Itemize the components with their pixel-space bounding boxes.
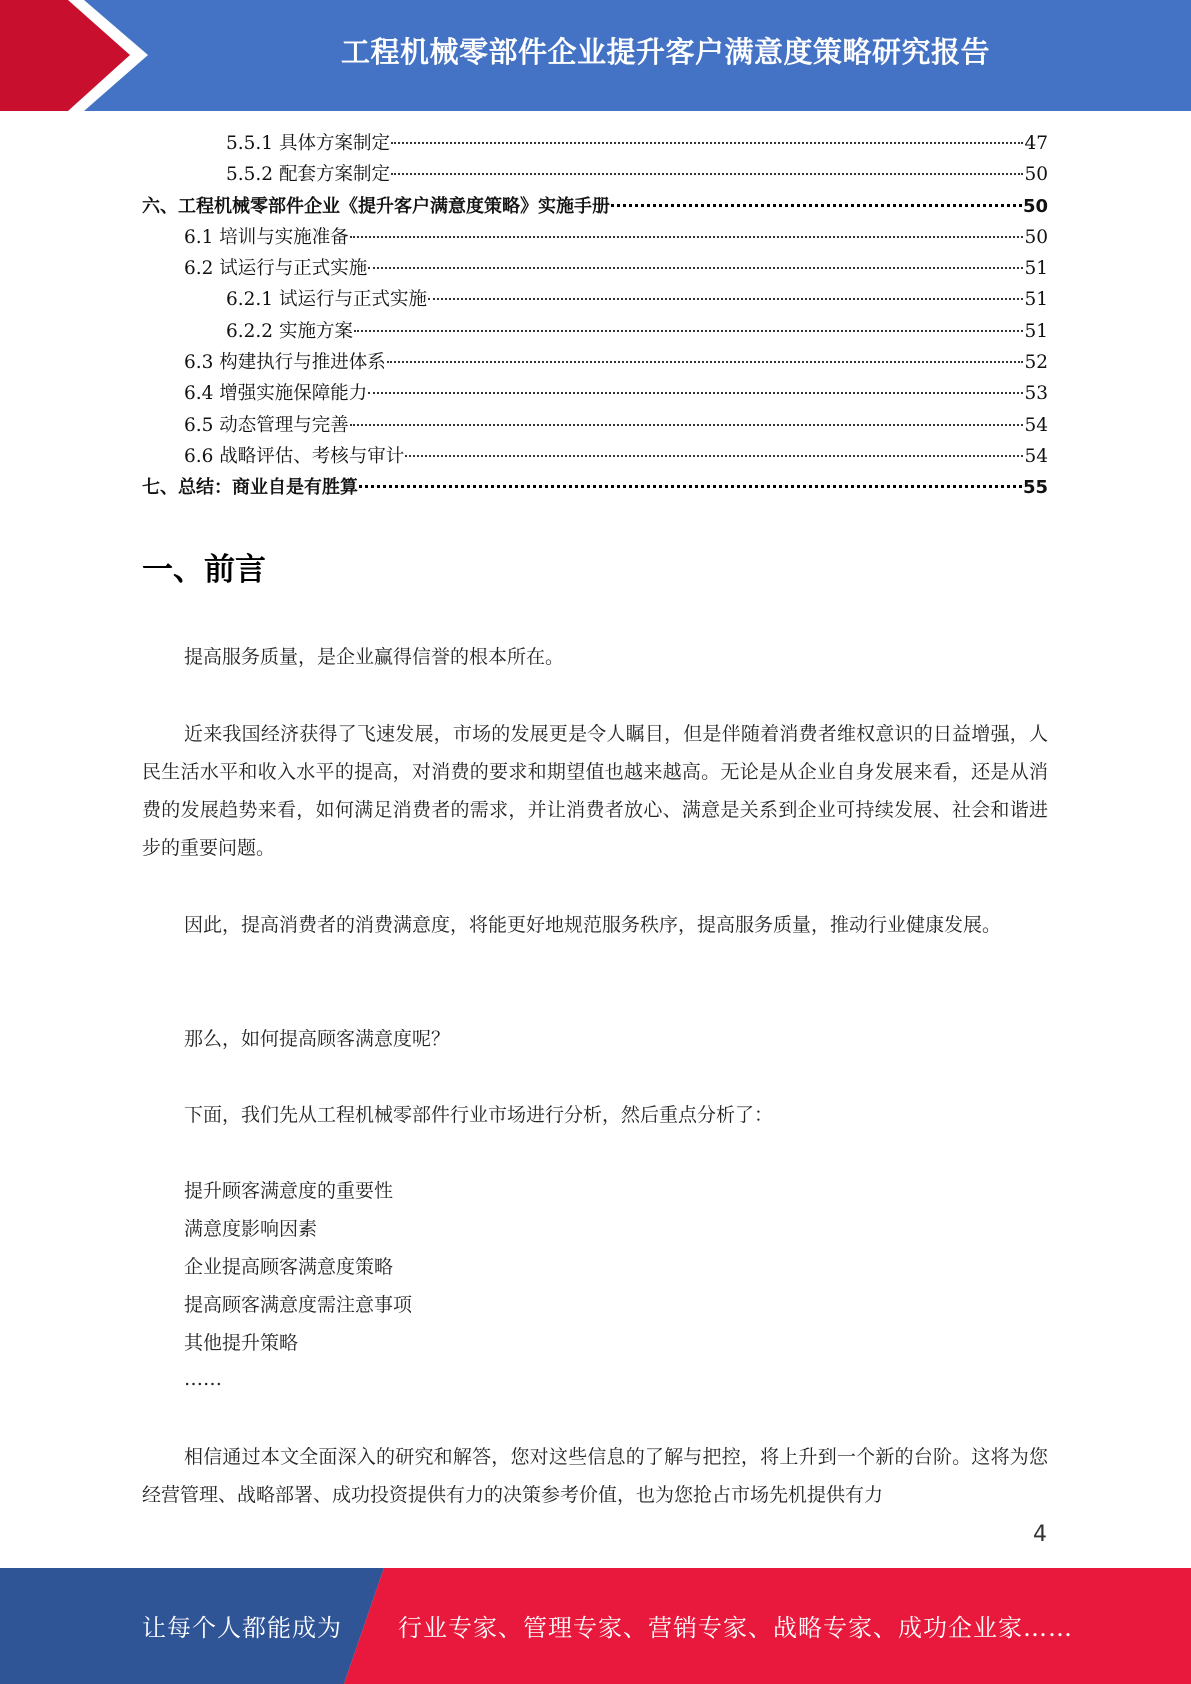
toc-entry-text: 6.2.1 试运行与正式实施 (226, 289, 427, 311)
toc-leader-dots (611, 204, 1022, 207)
toc-entry[interactable] (142, 128, 1048, 159)
toc-entry-page: 47 (1024, 133, 1048, 154)
footer-slogan-right: 行业专家、管理专家、营销专家、战略专家、成功企业家…… (398, 1614, 1073, 1642)
toc-leader-dots (391, 173, 1023, 175)
paragraph: 那么，如何提高顾客满意度呢？ (184, 1028, 451, 1050)
toc-entry-chapter[interactable] (142, 472, 1048, 503)
paragraph: 近来我国经济获得了飞速发展，市场的发展更是令人瞩目，但是伴随着消费者维权意识的日益增强，人民生活水平和收入水平的提高，对消费的要求和期望值也越来越高。无论是从企业自身发展来看，还是从消费的发展趋势来看，如何满足消费者的需求，并让消费者放心、满意是关系到企业可持续发展、社会和谐进步的重要问题。 (142, 723, 1048, 859)
paragraph: 因此，提高消费者的消费满意度，将能更好地规范服务秩序，提高服务质量，推动行业健康发展。 (184, 914, 1002, 936)
toc-leader-dots (354, 330, 1024, 332)
toc-entry-page: 54 (1024, 414, 1048, 436)
toc-entry-text: 5.5.1 具体方案制定 (226, 133, 390, 154)
toc-leader-dots (368, 392, 1023, 394)
toc-entry-text: 6.3 构建执行与推进体系 (184, 352, 386, 374)
page-number: 4 (1033, 1522, 1047, 1547)
list-item: 企业提高顾客满意度策略 (184, 1256, 394, 1278)
toc-leader-dots (387, 361, 1024, 363)
toc-entry-text: 七、总结：商业自是有胜算 (142, 477, 358, 499)
toc-leader-dots (359, 485, 1022, 488)
toc-entry-page: 50 (1022, 195, 1048, 217)
list-item: 满意度影响因素 (184, 1218, 318, 1240)
list-item: 提升顾客满意度的重要性 (184, 1180, 394, 1202)
header-arrow-decoration (0, 0, 160, 111)
toc-entry[interactable] (142, 316, 1048, 347)
list-item-ellipsis: …… (184, 1368, 222, 1390)
paragraph: 提高服务质量，是企业赢得信誉的根本所在。 (184, 646, 565, 668)
paragraph: 下面，我们先从工程机械零部件行业市场进行分析，然后重点分析了： (184, 1104, 774, 1126)
table-of-contents (142, 128, 1048, 504)
toc-entry[interactable] (142, 222, 1048, 253)
report-title: 工程机械零部件企业提升客户满意度策略研究报告 (340, 35, 990, 69)
toc-entry-text: 6.5 动态管理与完善 (184, 414, 349, 436)
footer-slogan-left: 让每个人都能成为 (142, 1614, 342, 1642)
toc-entry-page: 50 (1024, 164, 1048, 186)
toc-entry-text: 6.2.2 实施方案 (226, 320, 353, 342)
toc-entry[interactable] (142, 441, 1048, 472)
toc-entry[interactable] (142, 159, 1048, 190)
toc-leader-dots (391, 142, 1023, 144)
paragraph: 相信通过本文全面深入的研究和解答，您对这些信息的了解与把控，将上升到一个新的台阶。这将为您经营管理、战略部署、成功投资提供有力的决策参考价值，也为您抢占市场先机提供有力 (142, 1446, 1048, 1506)
toc-entry-page: 53 (1024, 383, 1048, 405)
toc-leader-dots (428, 298, 1023, 300)
toc-entry[interactable] (142, 253, 1048, 284)
toc-entry-text: 六、工程机械零部件企业《提升客户满意度策略》实施手册 (142, 195, 610, 217)
toc-entry-text: 6.4 增强实施保障能力 (184, 383, 368, 405)
toc-entry-page: 54 (1024, 445, 1048, 467)
toc-entry-page: 55 (1022, 477, 1048, 499)
toc-leader-dots (368, 267, 1023, 269)
page-header (0, 0, 1191, 111)
toc-entry-page: 51 (1024, 258, 1048, 280)
page-footer (0, 1568, 1191, 1684)
toc-entry-chapter[interactable] (142, 191, 1048, 222)
toc-entry-text: 6.6 战略评估、考核与审计 (184, 445, 405, 467)
toc-leader-dots (350, 236, 1024, 238)
toc-entry[interactable] (142, 347, 1048, 378)
section-heading: 一、前言 (142, 552, 266, 588)
toc-entry-page: 51 (1024, 289, 1048, 311)
toc-leader-dots (350, 424, 1024, 426)
toc-entry-text: 6.1 培训与实施准备 (184, 226, 349, 248)
list-item: 提高顾客满意度需注意事项 (184, 1294, 413, 1316)
toc-entry-text: 6.2 试运行与正式实施 (184, 258, 368, 280)
toc-entry[interactable] (142, 378, 1048, 409)
toc-entry[interactable] (142, 410, 1048, 441)
toc-entry-page: 52 (1024, 352, 1048, 374)
toc-entry-text: 5.5.2 配套方案制定 (226, 164, 390, 186)
toc-leader-dots (405, 455, 1023, 457)
toc-entry[interactable] (142, 284, 1048, 315)
toc-entry-page: 51 (1024, 320, 1048, 342)
toc-entry-page: 50 (1024, 226, 1048, 248)
list-item: 其他提升策略 (184, 1332, 299, 1354)
